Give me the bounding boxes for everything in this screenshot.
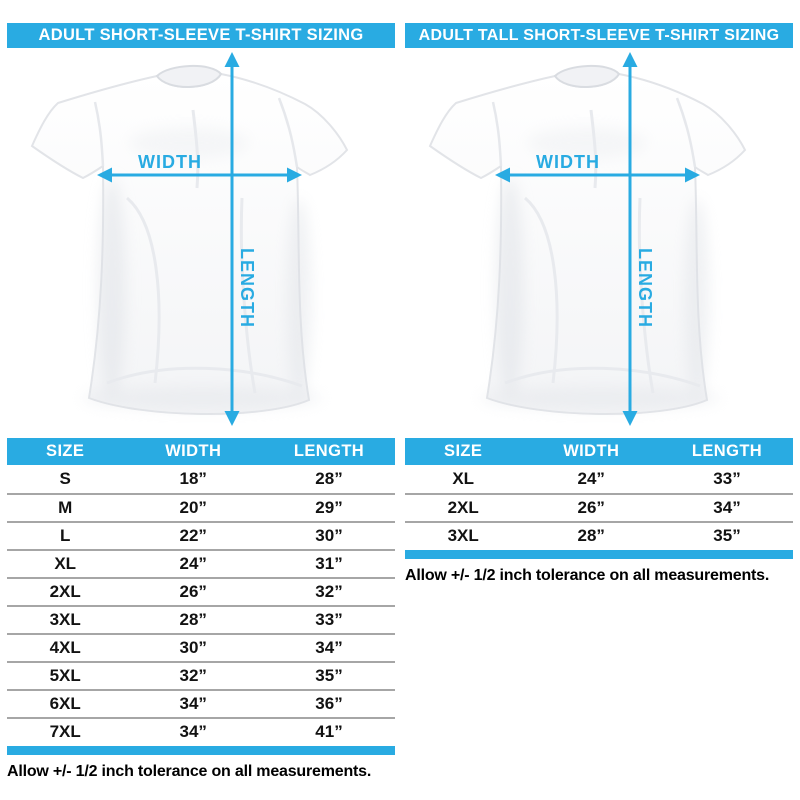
- table-row: [405, 465, 793, 493]
- cell-length: 36”: [315, 694, 343, 713]
- panel-title: ADULT TALL SHORT-SLEEVE T-SHIRT SIZING: [418, 26, 780, 44]
- cell-width: 24”: [577, 469, 605, 488]
- cell-length: 29”: [315, 498, 343, 517]
- tshirt-diagram-adult: [7, 48, 395, 432]
- cell-width: 22”: [179, 526, 207, 545]
- cell-width: 32”: [179, 666, 207, 685]
- cell-width: 30”: [179, 638, 207, 657]
- table-row: [7, 549, 395, 577]
- tolerance-note: Allow +/- 1/2 inch tolerance on all measurements.: [7, 763, 372, 780]
- table-row: [7, 605, 395, 633]
- table-footer-bar: [405, 550, 793, 559]
- cell-length: 34”: [713, 498, 741, 517]
- cell-size: M: [58, 498, 73, 517]
- cell-size: 3XL: [447, 526, 479, 545]
- cell-size: XL: [452, 469, 475, 488]
- table-row: [7, 521, 395, 549]
- table-row: [7, 661, 395, 689]
- length-arrow-label: LENGTH: [237, 248, 257, 328]
- cell-width: 26”: [577, 498, 605, 517]
- table-row: [7, 493, 395, 521]
- cell-length: 28”: [315, 469, 343, 488]
- cell-size: 3XL: [49, 610, 81, 629]
- cell-size: 6XL: [49, 694, 81, 713]
- cell-size: 2XL: [49, 582, 81, 601]
- cell-width: 34”: [179, 722, 207, 741]
- tolerance-note: Allow +/- 1/2 inch tolerance on all measurements.: [405, 567, 770, 584]
- cell-length: 33”: [713, 469, 741, 488]
- panel-title: ADULT SHORT-SLEEVE T-SHIRT SIZING: [38, 26, 364, 44]
- table-row: [7, 465, 395, 493]
- tshirt-diagram-adult-tall: [405, 48, 793, 432]
- cell-width: 28”: [179, 610, 207, 629]
- table-row: [405, 521, 793, 549]
- table-row: [405, 493, 793, 521]
- table-header-row: [7, 438, 395, 465]
- header-width: WIDTH: [165, 442, 222, 460]
- header-size: SIZE: [444, 442, 483, 460]
- tshirt-photo-illustration: [405, 48, 793, 432]
- cell-width: 20”: [179, 498, 207, 517]
- panel-adult-title-banner: [7, 23, 395, 48]
- cell-length: 31”: [315, 554, 343, 573]
- width-arrow-label: WIDTH: [138, 152, 202, 172]
- length-arrow-label: LENGTH: [635, 248, 655, 328]
- tshirt-photo-illustration: [7, 48, 395, 432]
- cell-size: 2XL: [447, 498, 479, 517]
- cell-length: 35”: [315, 666, 343, 685]
- cell-width: 24”: [179, 554, 207, 573]
- cell-length: 32”: [315, 582, 343, 601]
- width-arrow-label: WIDTH: [536, 152, 600, 172]
- table-footer-bar: [7, 746, 395, 755]
- panel-adult: [7, 0, 395, 800]
- table-row: [7, 633, 395, 661]
- table-header-row: [405, 438, 793, 465]
- table-row: [7, 717, 395, 745]
- cell-size: L: [60, 526, 71, 545]
- size-table-adult-tall: [405, 438, 793, 585]
- cell-size: 7XL: [49, 722, 81, 741]
- header-length: LENGTH: [691, 442, 763, 460]
- header-size: SIZE: [46, 442, 85, 460]
- cell-length: 35”: [713, 526, 741, 545]
- panel-adult-tall: [405, 0, 793, 800]
- cell-length: 33”: [315, 610, 343, 629]
- size-table-adult: [7, 438, 395, 781]
- cell-length: 34”: [315, 638, 343, 657]
- header-width: WIDTH: [563, 442, 620, 460]
- cell-length: 41”: [315, 722, 343, 741]
- cell-width: 28”: [577, 526, 605, 545]
- cell-width: 18”: [179, 469, 207, 488]
- table-row: [7, 577, 395, 605]
- cell-size: S: [59, 469, 71, 488]
- cell-length: 30”: [315, 526, 343, 545]
- cell-width: 34”: [179, 694, 207, 713]
- cell-width: 26”: [179, 582, 207, 601]
- header-length: LENGTH: [293, 442, 365, 460]
- cell-size: XL: [54, 554, 77, 573]
- table-row: [7, 689, 395, 717]
- panel-adult-tall-title-banner: [405, 23, 793, 48]
- cell-size: 4XL: [49, 638, 81, 657]
- cell-size: 5XL: [49, 666, 81, 685]
